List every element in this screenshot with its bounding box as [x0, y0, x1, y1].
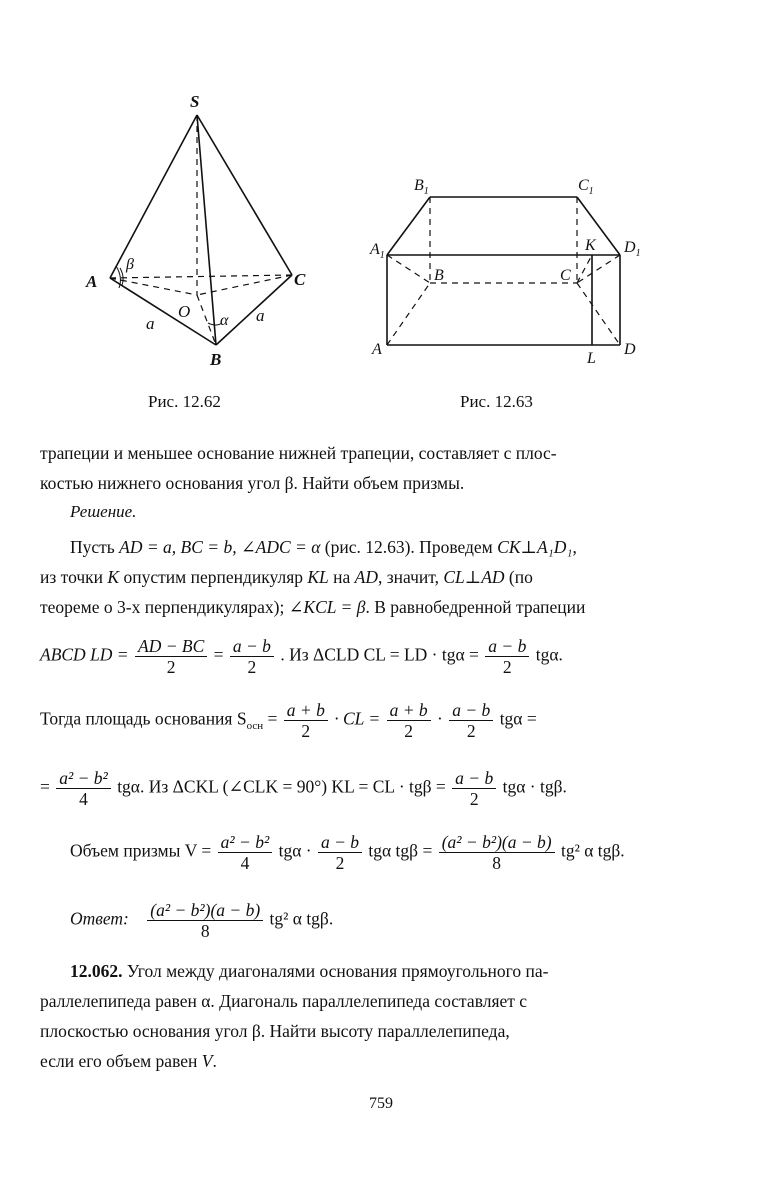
label-C1: $C_1$	[578, 177, 594, 197]
label-A1: $A_1$	[370, 241, 385, 261]
text-line: если его объем равен V.	[40, 1051, 217, 1071]
answer: Ответ: $\frac{\text{(a² − b²)(a − b)}}{8}$ tg² α tgβ.	[70, 900, 334, 941]
label-C: C	[294, 270, 306, 289]
label-B1: $B_1$	[414, 177, 429, 197]
label-C: C	[560, 267, 571, 284]
page-number: 759	[369, 1095, 393, 1112]
text-line: из точки K опустим перпендикуляр KL на AD, значит, CL⊥AD (по	[40, 567, 533, 587]
text-line: плоскостью основания угол β. Найти высоту параллелепипеда,	[40, 1021, 510, 1041]
label-K: K	[585, 237, 596, 254]
label-alpha: α	[220, 312, 229, 329]
text-line: костью нижнего основания угол β. Найти объем призмы.	[40, 473, 465, 493]
text-line: Пусть AD = a, BC = b, ∠ADC = α (рис. 12.63). Проведем CK⊥A₁D₁,	[70, 537, 577, 557]
figure-pyramid	[70, 85, 330, 375]
paragraph-problem-end	[40, 438, 730, 498]
text-line: раллелепипеда равен α. Диагональ параллелепипеда составляет с	[40, 991, 528, 1011]
label-A: A	[86, 272, 98, 291]
paragraph-problem-12-062	[40, 956, 730, 1076]
figure-prism	[362, 170, 652, 375]
text-line: трапеции и меньшее основание нижней трапеции, составляет с плос-	[40, 443, 557, 463]
label-O: O	[178, 302, 191, 321]
equation-kl: = $\frac{\text{a² − b²}}{4}$ tgα. Из ΔCKL (∠CLK = 90°) KL = CL · tgβ = $\frac{a - b}{2}$ tgα · tgβ.	[40, 768, 567, 809]
equation-base-area: Тогда площадь основания $S_{осн}$ = $\frac{a + b}{2}$ · CL = $\frac{a + b}{2}$ · $\frac{a - b}{2}$ tgα =	[40, 700, 537, 741]
caption-fig-12-62: Рис. 12.62	[148, 392, 221, 411]
label-a-right: a	[256, 306, 265, 325]
label-a-left: a	[146, 314, 155, 333]
label-S: S	[190, 92, 200, 111]
label-A: A	[372, 341, 382, 358]
text-line: 12.062. Угол между диагоналями основания прямоугольного па-	[70, 961, 549, 981]
label-D1: $D_1$	[624, 239, 641, 259]
label-B: B	[210, 350, 222, 369]
equation-ld: ABCD LD = $\frac{AD - BC}{2}$ = $\frac{a - b}{2}$ . Из ΔCLD CL = LD · tgα = $\frac{a - b}{2}$ tgα.	[40, 636, 563, 677]
label-D: D	[624, 341, 636, 358]
text-line: теореме о 3-х перпендикулярах); ∠KCL = β. В равнобедренной трапеции	[40, 597, 586, 617]
paragraph-solution	[40, 532, 730, 622]
label-beta: β	[126, 256, 134, 273]
label-L: L	[587, 350, 596, 367]
equation-volume: Объем призмы V = $\frac{\text{a² − b²}}{4}$ tgα · $\frac{a - b}{2}$ tgα tgβ = $\frac{\text{(a² − b²)(a − b)}}{8}$ tg² α tgβ.	[70, 832, 625, 873]
caption-fig-12-63: Рис. 12.63	[460, 392, 533, 411]
label-B: B	[434, 267, 444, 284]
solution-label: Решение.	[70, 502, 137, 521]
